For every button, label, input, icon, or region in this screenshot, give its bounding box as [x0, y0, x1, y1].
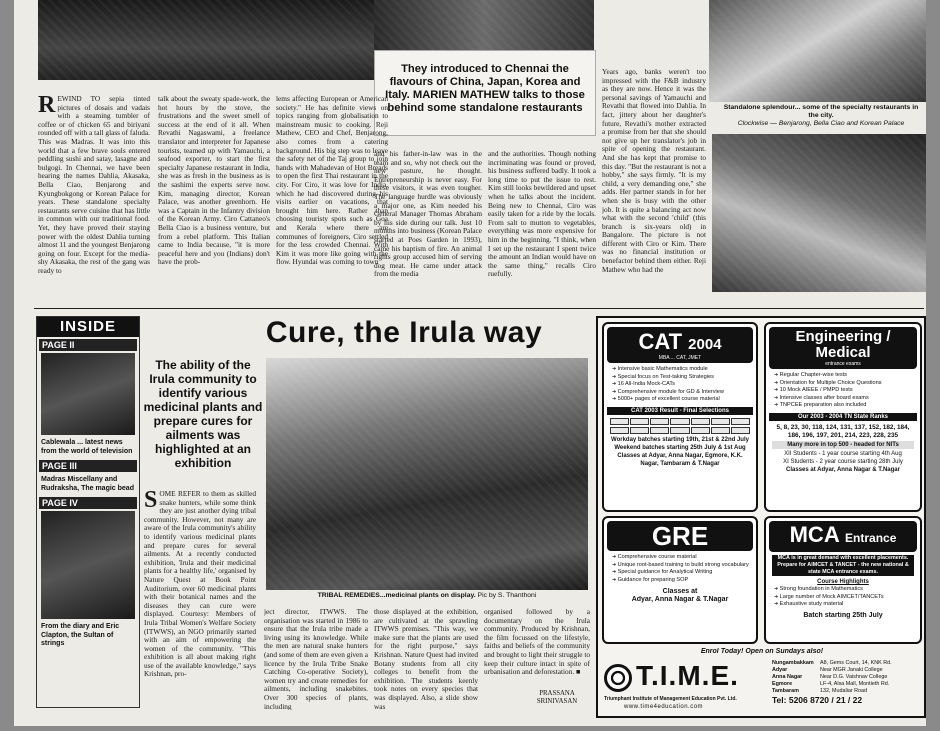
branch-name: Nungambakkam — [772, 660, 814, 666]
ad-eng-many: Many more in top 500 - headed for NITs — [772, 441, 914, 449]
ad-cat-sub: MBA ... CAT, JMET — [658, 355, 702, 361]
ad-gre-classes: Classes at — [662, 588, 698, 596]
inside-item-text: Madras Miscellany and Rudraksha, The magic bead — [41, 476, 134, 492]
photo-caption-italic: Clockwise — Benjarong, Bella Ciao and Korean Palace — [737, 120, 905, 127]
branch-name: Adyar — [772, 667, 788, 673]
ad-eng-banner: Our 2003 - 2004 TN State Ranks — [769, 413, 917, 421]
branch-name: Tambaram — [772, 688, 799, 694]
pull-quote: They introduced to Chennai the flavours of China, Japan, Korea and Italy. MARIEN MATHEW talks to those behind some standalone restaurants — [374, 50, 596, 136]
branch-addr: 132, Mudaliar Road — [820, 688, 868, 694]
inside-thumb-clapton — [41, 511, 135, 619]
ad-cat-classes: Classes at Adyar, Anna Nagar, Egmore, K.K. Nagar, Tambaram & T.Nagar — [617, 452, 743, 467]
drop-cap: S — [144, 490, 158, 513]
restaurant-photo-top-right — [374, 0, 594, 52]
article-column-5: and the authorities. Though nothing incriminating was found or proved, his business suffered badly. It took a long time to put the issue to rest. Kim still looks bewildered and upset when he talks about the incident. Being new to Chennai, Ciro was easily taken for a ride by the locals. From salt to mutton to vegetables, everything was more expensive for him in the beginning. "I think, when I set up the restaurant I spent twice the amount an Indian would have on the same thing," recalls Ciro ruefully. — [488, 150, 596, 279]
branch-row — [772, 688, 922, 695]
branch-addr: LF-4, Alsa Mall, Montieth Rd. — [820, 681, 890, 687]
ad-cat-weekday: Workday batches starting 19th, 21st & 22nd July — [611, 436, 749, 443]
restaurant-photo-top — [38, 0, 378, 80]
ad-eng-xii: XII Students - 1 year course starting 4th Aug — [784, 450, 902, 457]
inside-item-text: Cablewala ... latest news from the world of television — [41, 439, 133, 455]
branch-addr: Near MGR Janaki College — [820, 667, 883, 673]
branch-addr: A8, Gems Court, 14, KNK Rd. — [820, 660, 892, 666]
ad-bullet: ➜ 5000+ pages of excellent course material — [612, 396, 752, 404]
ad-gre-title: GRE — [607, 521, 753, 551]
section-divider — [34, 308, 924, 309]
ad-eng-ranks: 5, 8, 23, 30, 118, 124, 131, 137, 152, 182, 184, 186, 196, 197, 201, 214, 223, 228, 235 — [776, 423, 910, 439]
ad-bullet: ➜ Orientation for Multiple Choice Questions — [774, 380, 916, 388]
inside-page-tag: PAGE II — [39, 339, 137, 351]
irula-caption-bold: TRIBAL REMEDIES...medicinal plants on display. — [317, 592, 476, 599]
article-column-4: and his father-in-law was in the team and so, why not check out the new pasture, he thought. Entrepreneurship is never easy. For these visitors, it was even tougher. The language hurdle was obviously a major one, as Kim needed his General Manager Thomas Abraham by his side during our talk. Just 10 months into business (Korean Palace started at Poes Garden in 1993), came his baptism of fire. An animal rights group accused him of serving dog meat. He came under attack from the media — [374, 150, 482, 279]
photo-caption — [718, 104, 924, 128]
ad-bullet: ➜ Guidance for preparing SOP — [612, 577, 752, 585]
article-column-2: talk about the sweaty spade-work, the hot hours by the stove, the frustrations and the sweet smell of success at the end of it all. When Revathi Nagaswami, a freelance translator and interpreter for Japanese tourists, teamed up with Yamauchi, a seafood exporter, to start the first specialty Japanese restaurant in India, she was as fresh in the business as is the sashimi the experts serve now. Kim, managing director, Korean Palace, was another greenhorn. He was a Captain in the Infantry division of the Korean Army. Ciro Cattaneo's Bella Ciao is a business venture, but from a rebel platform. This Italian came to India because, "it is more peaceful here and you (Indians) don't have the prob- — [158, 95, 270, 267]
byline — [524, 690, 590, 706]
ad-bullet: ➜ Strong foundation in Mathematics — [774, 586, 916, 594]
ad-cat-banner: CAT 2003 Result - Final Selections — [607, 407, 753, 415]
ad-bullet: ➜ Intensive classes after board exams — [774, 395, 916, 403]
ad-cat-title-text: CAT — [638, 329, 683, 354]
irula-column-4: organised followed by a documentary on the Irula community. Produced by Krishnan, the film focussed on the lifestyle, faiths and beliefs of the community and brought to light their struggle to keep their culture intact in spite of urbanisation and deforestation. ■ — [484, 608, 590, 677]
article-column-3: lems affecting European or American society." He has definite views on topics ranging from globalisation to mainstream music to cooking. Reji Mathew, CEO and Chef, Benjarong, also comes from a catering background. His big step was to leave the safety net of the Taj group to join hands with Mahadevan of Hot Breads to open the first Thai restaurant in the city. For Ciro, it was love for India, which he had discovered during his visits earlier on vacations, that brought him here. Rather than choosing touristy spots such as Goa and Kerala where there are communes of foreigners, Ciro settled for the less crowded Chennai. With Kim it was more like going with the flow. Hyundai was coming to town — [276, 95, 388, 267]
ad-tel: Tel: 5206 8720 / 21 / 22 — [772, 695, 863, 705]
ad-cat-box — [602, 322, 758, 512]
restaurant-photo-dining — [709, 0, 926, 102]
ad-brand: T.I.M.E. — [636, 660, 739, 691]
ad-brand-block — [604, 660, 770, 714]
ad-mca-box — [764, 516, 922, 644]
irula-column-2: ject director, ITWWS. The organisation was started in 1986 to ensure that the Irula tribe made a living using its knowledge. While the men are natural snake hunters (and some of them are even given a licence by the Irula Tribe Snake Catching Co-operative Society), women try and create remedies for ailments, including snakebites. Over 300 species of plants, including — [264, 608, 368, 710]
branch-row — [772, 674, 922, 681]
irula-headline: Cure, the Irula way — [265, 316, 543, 349]
branch-name: Anna Nagar — [772, 674, 803, 680]
ad-cat-results-grid — [610, 418, 750, 425]
ad-bullet: ➜ Unique root-based training to build strong vocabulary — [612, 562, 752, 570]
branch-row — [772, 681, 922, 688]
ad-eng-title-1: Engineering / — [795, 328, 891, 345]
ad-mca-batch: Batch starting 25th July — [803, 611, 883, 619]
inside-page-tag: PAGE IV — [39, 497, 137, 509]
ad-cat-results-grid — [610, 427, 750, 434]
newspaper-page — [14, 0, 926, 726]
inside-thumb-cablewala — [41, 353, 135, 435]
irula-col1-text: OME REFER to them as skilled snake hunters, while some think they are just another dying tribal community. However, not many are aware of the Irula community's ability to identify various medicinal plants and prepare cures for several ailments. At a recently conducted exhibition, 'Irula and their medicinal plants for a healthy life,' organised by Nature Quest at Book Point Auditorium, over 60 medicinal plants with their botanical names and the diseases they can cure were displayed. Courtesy: Members of Irula Tribal Women's Welfare Society (ITWWS), an NGO primarily started with an aim of empowering the women of the community. "This exhibition is all about making right use of the available knowledge," says Krishnan, pro- — [144, 490, 256, 679]
branch-addr: Near D.G. Vaishnav College — [820, 674, 888, 680]
inside-page-tag: PAGE III — [39, 460, 137, 472]
ad-web: www.time4education.com — [624, 704, 704, 710]
branch-row — [772, 667, 922, 674]
ad-cat-title — [607, 327, 753, 363]
ad-bullet: ➜ Exhaustive study material — [774, 601, 916, 609]
byline-line2: SRINIVASAN — [536, 698, 578, 705]
ad-bullet: ➜ Special focus on Test-taking Strategies — [612, 374, 752, 382]
ad-eng-sub: entrance exams — [825, 361, 861, 367]
ad-mca-title-text: MCA — [789, 522, 839, 547]
time-advertisement — [596, 316, 926, 718]
ad-cat-year: 2004 — [688, 336, 722, 353]
inside-item-text: From the diary and Eric Clapton, the Sultan of strings — [41, 623, 120, 647]
article-col1-text: EWIND TO sepia tinted pictures of dosais and vadais with a steaming tumbler of coffee or of chicken 65 and biriyani rounded off with a tall glass of faluda. This was Madras. It was into this world that a few brave souls entered peddling sushi and satay, lasagne and bulgogi. In Chennai, we have been hearing the names Dahlia, Akasaka, Bella Ciao, Benjarong and Kyungbokgong or Korean Palace for years. These standalone specialty restaurants serve cuisine that has little in common with our traditional food. Yet, they have proved their staying power with the oldest Dahlia turning almost 11 and the youngest Benjarong going on four. Except for the media-shy Akasaka, the rest of the gang was ready to — [38, 95, 150, 275]
ad-cat-weekend: Weekend batches starting 25th July & 1st Aug — [614, 444, 746, 451]
irula-column-1 — [144, 490, 256, 710]
medicinal-plants-photo — [266, 358, 588, 590]
ad-eng-xi: XI Students - 2 year course starting 28th July — [783, 458, 903, 465]
photo-caption-bold: Standalone splendour... some of the specialty restaurants in the city. — [723, 104, 919, 119]
restaurant-photo-table — [712, 134, 926, 292]
branch-row — [772, 660, 922, 667]
ad-mca-title — [769, 521, 917, 552]
article-column-6: Years ago, banks weren't too impressed with the F&B industry as they are now. Hence it was the personal savings of Yamauchi and Revathi that flowed into Dahlia. In fact, jittery about her daughter's future, Revathi's mother extracted a promise from her that she should not give up her translator's job in spite of opening the restaurant. And she has kept that promise to this day. "But the restaurant is not a hobby," she says firmly. "It is my child, a very demanding one," she adds. Her partner stands in for her when she is busy with the other job. It is quite a balancing act now what with the second 'child' (this branch is six-years old) in Bangalore. The picture is not different with Ciro or Kim. There was no financial institution or benefactor behind them either. Reji Mathew who had the — [602, 68, 706, 274]
ad-branches — [772, 660, 922, 704]
ad-bullet: ➜ Special guidance for Analytical Writing — [612, 569, 752, 577]
inside-box — [36, 316, 140, 708]
article-column-1 — [38, 95, 150, 302]
irula-column-3: those displayed at the exhibition, are cultivated at the sprawling ITWWS premises. "This way, we make sure that the plants are used for the right purpose," says Krishnan. Nature Quest had invited Botany students from all city colleges to benefit from the exhibition. The students keenly took notes on every species that was displayed. Also, a slide show was — [374, 608, 478, 710]
ad-gre-where: Adyar, Anna Nagar & T.Nagar — [631, 596, 729, 604]
ad-gre-box — [602, 516, 758, 644]
ad-bullet: ➜ Intensive basic Mathematics module — [612, 366, 752, 374]
ad-eng-title-2: Medical — [815, 344, 871, 361]
ad-bullet: ➜ Large number of Mock AIMCET/TANCETs — [774, 594, 916, 602]
ad-brand-sub: Triumphant Institute of Management Education Pvt. Ltd. — [604, 696, 737, 702]
inside-title: INSIDE — [37, 317, 139, 337]
ad-eng-classes: Classes at Adyar, Anna Nagar & T.Nagar — [786, 466, 900, 473]
time-logo-icon — [604, 664, 632, 692]
irula-photo-caption — [266, 592, 588, 600]
ad-bullet: ➜ Regular Chapter-wise tests — [774, 372, 916, 380]
byline-line1: PRASSANA — [539, 690, 575, 697]
branch-name: Egmore — [772, 681, 793, 687]
ad-bullet: ➜ 10 Mock AIEEE / PMPD tests — [774, 387, 916, 395]
ad-bullet: ➜ 16 All-India Mock-CATs — [612, 381, 752, 389]
ad-bullet: ➜ Comprehensive course material — [612, 554, 752, 562]
ad-mca-title-2: Entrance — [845, 531, 897, 545]
ad-enrol: Enrol Today! Open on Sundays also! — [700, 648, 824, 655]
ad-mca-highlights: Course Highlights — [817, 579, 869, 585]
irula-lead: The ability of the Irula community to identify various medicinal plants and prepare cures for ailments was highlighted at an exhibition — [143, 358, 263, 470]
drop-cap: R — [38, 95, 56, 118]
ad-mca-text: MCA is in great demand with excellent placements. Prepare for AIMCET & TANCET - the new national & state MCA entrance exams. — [772, 555, 914, 576]
irula-caption-credit: Pic by S. Thanthoni — [477, 592, 537, 599]
ad-engineering-box — [764, 322, 922, 512]
ad-eng-title — [769, 327, 917, 369]
ad-bullet: ➜ TNPCEE preparation also included — [774, 402, 916, 410]
ad-bullet: ➜ Comprehensive module for GD & Interview — [612, 389, 752, 397]
